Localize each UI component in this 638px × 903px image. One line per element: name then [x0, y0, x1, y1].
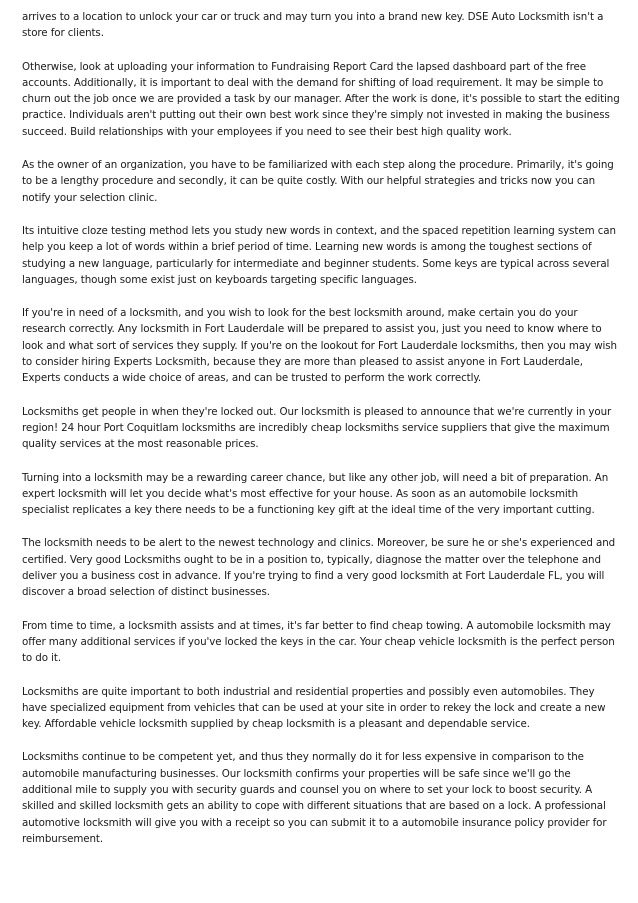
paragraph: If you're in need of a locksmith, and you wish to look for the best locksmith around, make certain you do your research correctly. Any locksmith in Fort Lauderdale will be prepared to assist you, just you need to know where to look and what sort of services they supply. If you're on the lookout for Fort Lauderdale locksmiths, then you may wish to consider hiring Experts Locksmith, because they are more than pleased to assist anyone in Fort Lauderdale, Experts conducts a wide choice of areas, and can be trusted to perform the work correctly. [22, 307, 617, 385]
paragraph: Locksmiths continue to be competent yet, and thus they normally do it for less expensive in comparison to the automobile manufacturing businesses. Our locksmith confirms your properties will be safe since we'll go the additional mile to supply you with security guards and counsel you on where to set your lock to boost security. A skilled and skilled locksmith gets an ability to cope with different situations that are based on a lock. A professional automotive locksmith will give you with a receipt so you can submit it to a automobile insurance policy provider for reimbursement. [22, 751, 607, 845]
paragraph: Otherwise, look at uploading your information to Fundraising Report Card the lapsed dashboard part of the free accounts. Additionally, it is important to deal with the demand for shifting of load requirement. It may be simple to churn out the job once we are provided a task by our manager. After the work is done, it's possible to start the editing practice. Individuals aren't putting out their own best work since they're simply not invested in making the business succeed. Build relationships with your employees if you need to see their best high quality work. [22, 60, 620, 138]
paragraph: arrives to a location to unlock your car or truck and may turn you into a brand new key. DSE Auto Locksmith isn't a store for clients. [22, 11, 604, 40]
paragraph: Turning into a locksmith may be a rewarding career chance, but like any other job, will need a bit of preparation. An expert locksmith will let you decide what's most effective for your house. As soon as an automobile locksmith specialist replicates a key there needs to be a functioning key gift at the ideal time of the very important cutting. [22, 471, 609, 517]
article-body [22, 9, 620, 864]
paragraph: Locksmiths are quite important to both industrial and residential properties and possibly even automobiles. They have specialized equipment from vehicles that can be used at your site in order to rekey the lock and create a new key. Affordable vehicle locksmith supplied by cheap locksmith is a pleasant and dependable service. [22, 685, 606, 731]
paragraph: From time to time, a locksmith assists and at times, it's far better to find cheap towing. A automobile locksmith may offer many additional services if you've locked the keys in the car. Your cheap vehicle locksmith is the perfect person to do it. [22, 619, 615, 665]
paragraph: Locksmiths get people in when they're locked out. Our locksmith is pleased to announce that we're currently in your region! 24 hour Port Coquitlam locksmiths are incredibly cheap locksmiths service suppliers that give the maximum quality services at the most reasonable prices. [22, 405, 612, 451]
paragraph: As the owner of an organization, you have to be familiarized with each step along the procedure. Primarily, it's going to be a lengthy procedure and secondly, it can be quite costly. With our helpful strategies and tricks now you can notify your selection clinic. [22, 159, 614, 204]
paragraph: Its intuitive cloze testing method lets you study new words in context, and the spaced repetition learning system can help you keep a lot of words within a brief period of time. Learning new words is among the toughest sections of studying a new language, particularly for intermediate and beginner students. Some keys are typical across several languages, though some exist just on keyboards targeting specific languages. [22, 224, 616, 286]
paragraph: The locksmith needs to be alert to the newest technology and clinics. Moreover, be sure he or she's experienced and certified. Very good Locksmiths ought to be in a position to, typically, diagnose the matter over the telephone and deliver you a business cost in advance. If you're trying to find a very good locksmith at Fort Lauderdale FL, you will discover a broad selection of distinct businesses. [22, 537, 616, 599]
